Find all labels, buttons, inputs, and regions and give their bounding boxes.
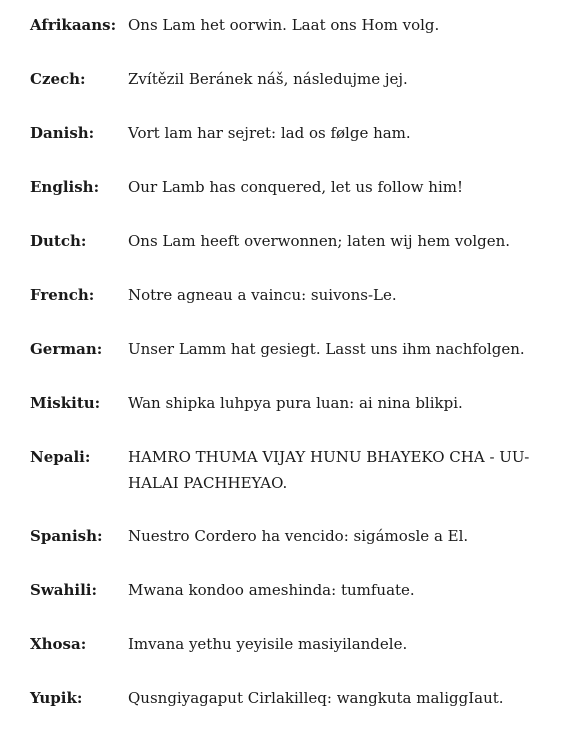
translation-text: Qusngiyagaput Cirlakilleq: wangkuta maliggIaut. [128, 689, 504, 707]
translation-text: Imvana yethu yeyisile masiyilandele. [128, 635, 408, 653]
translation-text: Vort lam har sejret: lad os følge ham. [128, 124, 411, 142]
language-label: Swahili: [30, 581, 98, 599]
translation-row-german [30, 336, 570, 362]
translation-row-swahili [30, 577, 570, 603]
translation-text: Ons Lam het oorwin. Laat ons Hom volg. [128, 16, 440, 34]
language-label: Yupik: [30, 689, 83, 707]
language-label: German: [30, 340, 103, 358]
language-label: Miskitu: [30, 394, 101, 412]
translation-row-dutch [30, 228, 570, 254]
language-label: Nepali: [30, 448, 91, 466]
language-label: Xhosa: [30, 635, 87, 653]
translation-text: Nuestro Cordero ha vencido: sigámosle a El. [128, 527, 469, 545]
translation-row-miskitu [30, 390, 570, 416]
language-label: French: [30, 286, 95, 304]
translation-row-yupik [30, 685, 570, 711]
translation-text: Zvítězil Beránek náš, následujme jej. [128, 70, 408, 88]
translation-text: Notre agneau a vaincu: suivons-Le. [128, 286, 397, 304]
translation-row-danish [30, 120, 570, 146]
translation-row-english [30, 174, 570, 200]
translation-row-afrikaans [30, 12, 570, 38]
translation-row-nepali [30, 444, 570, 496]
translation-list [30, 12, 570, 739]
translation-text: Ons Lam heeft overwonnen; laten wij hem volgen. [128, 232, 511, 250]
language-label: English: [30, 178, 100, 196]
translation-text: Our Lamb has conquered, let us follow him! [128, 178, 464, 196]
translation-text: HAMRO THUMA VIJAY HUNU BHAYEKO CHA - UU-HALAI PACHHEYAO. [128, 448, 530, 492]
translation-text: Wan shipka luhpya pura luan: ai nina blikpi. [128, 394, 463, 412]
translation-row-french [30, 282, 570, 308]
translation-row-xhosa [30, 631, 570, 657]
translation-text: Mwana kondoo ameshinda: tumfuate. [128, 581, 415, 599]
language-label: Afrikaans: [30, 16, 117, 34]
language-label: Danish: [30, 124, 95, 142]
translation-row-czech [30, 66, 570, 92]
language-label: Dutch: [30, 232, 87, 250]
language-label: Czech: [30, 70, 86, 88]
translation-text: Unser Lamm hat gesiegt. Lasst uns ihm nachfolgen. [128, 340, 525, 358]
translation-row-spanish [30, 523, 570, 549]
language-label: Spanish: [30, 527, 103, 545]
